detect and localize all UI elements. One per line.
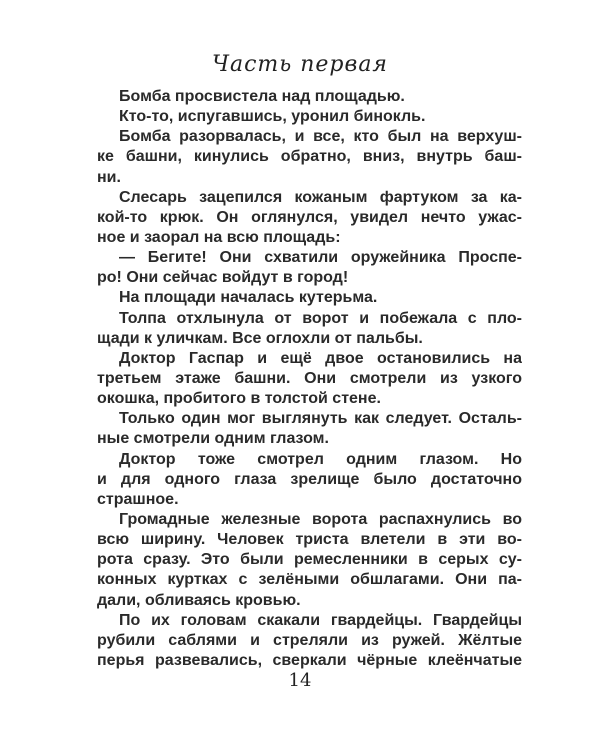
text-line: рота сразу. Это были ремесленники в серых су-: [97, 551, 522, 569]
text-line: ные смотрели одним глазом.: [97, 430, 329, 448]
text-line: ное и заорал на всю площадь:: [97, 228, 341, 246]
text-line: Только один мог выглянуть как следует. Осталь-: [119, 410, 522, 428]
text-line: дали, обливаясь кровью.: [97, 591, 301, 609]
page-number: 14: [288, 670, 312, 691]
text-line: всю ширину. Человек триста влетели в эти во-: [97, 531, 522, 549]
text-line: кой-то крюк. Он оглянулся, увидел нечто ужас-: [97, 208, 522, 226]
text-line: ни.: [97, 168, 121, 186]
text-line: Доктор тоже смотрел одним глазом. Но: [119, 450, 522, 468]
text-line: Бомба разорвалась, и все, кто был на верхуш-: [119, 128, 522, 146]
text-line: Доктор Гаспар и ещё двое остановились на: [119, 349, 522, 367]
text-line: третьем этаже башни. Они смотрели из узкого: [97, 369, 522, 387]
text-line: ке башни, кинулись обратно, вниз, внутрь баш-: [97, 148, 522, 166]
text-line: щади к уличкам. Все оглохли от пальбы.: [97, 329, 423, 347]
chapter-title: Часть первая: [211, 52, 389, 77]
text-line: и для одного глаза зрелище было достаточно: [97, 470, 522, 488]
text-line: — Бегите! Они схватили оружейника Проспе-: [119, 249, 522, 267]
text-line: Толпа отхлынула от ворот и побежала с пло-: [119, 309, 522, 327]
text-line: конных куртках с зелёными обшлагами. Они па-: [97, 571, 522, 589]
body-text: [97, 87, 522, 671]
text-line: Кто-то, испугавшись, уронил бинокль.: [119, 108, 426, 126]
text-line: По их головам скакали гвардейцы. Гвардейцы: [119, 611, 522, 629]
text-line: перья развевались, сверкали чёрные клеёнчатые: [97, 651, 522, 669]
text-line: На площади началась кутерьма.: [119, 289, 378, 307]
text-line: ро! Они сейчас войдут в город!: [97, 269, 349, 287]
text-line: страшное.: [97, 490, 179, 508]
text-line: Громадные железные ворота распахнулись во: [119, 510, 522, 528]
text-line: Слесарь зацепился кожаным фартуком за ка-: [119, 188, 522, 206]
text-line: окошка, пробитого в толстой стене.: [97, 390, 381, 408]
text-line: Бомба просвистела над площадью.: [119, 88, 405, 105]
text-line: рубили саблями и стреляли из ружей. Жёлтые: [97, 631, 522, 649]
